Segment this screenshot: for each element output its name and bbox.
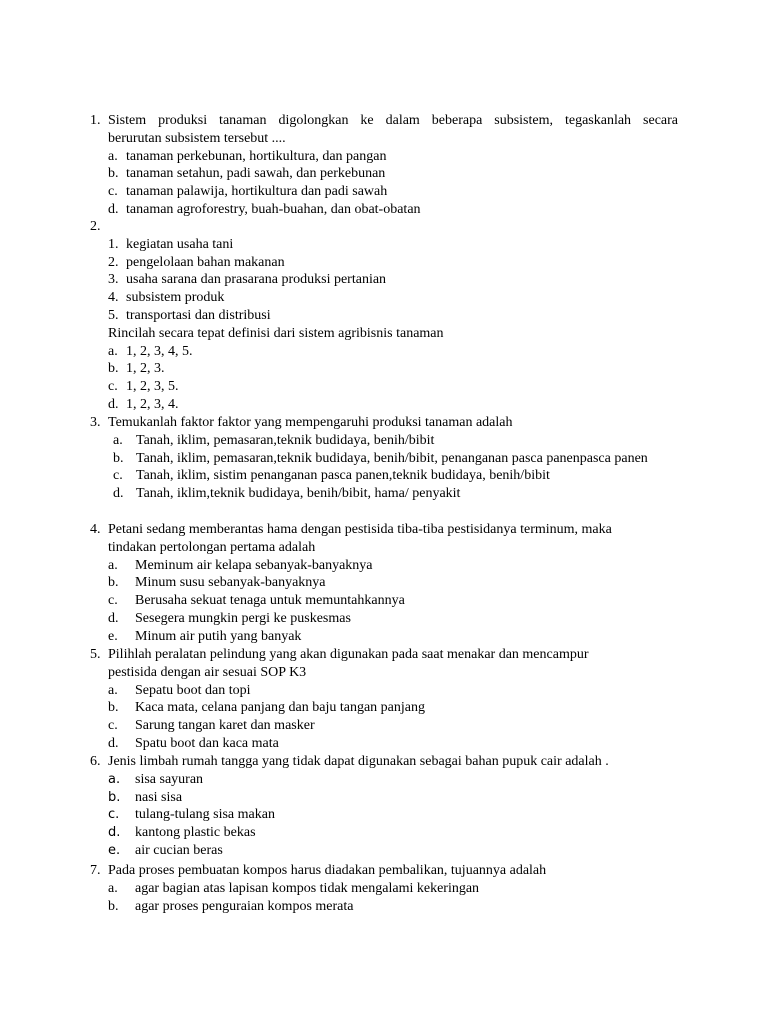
option-label: b. xyxy=(108,898,119,914)
option-label: b. xyxy=(108,166,119,182)
answer-option xyxy=(90,343,678,361)
option-label: d. xyxy=(108,735,119,751)
option-label: a. xyxy=(108,682,118,698)
statement-item xyxy=(90,254,678,272)
option-text: tanaman palawija, hortikultura dan padi sawah xyxy=(126,184,388,200)
option-label: a. xyxy=(108,771,121,787)
option-text: air cucian beras xyxy=(135,842,223,858)
option-text: tulang-tulang sisa makan xyxy=(135,807,275,823)
option-label: a. xyxy=(108,880,118,896)
answer-option xyxy=(90,610,678,628)
option-label: b. xyxy=(113,450,124,466)
option-label: d. xyxy=(108,825,121,841)
question-stem: Pilihlah peralatan pelindung yang akan digunakan pada saat menakar dan mencampur xyxy=(108,647,589,662)
option-text: Kaca mata, celana panjang dan baju tangan panjang xyxy=(135,700,425,716)
option-label: b. xyxy=(108,361,119,377)
option-label: a. xyxy=(108,343,118,359)
item-text: transportasi dan distribusi xyxy=(126,307,271,323)
answer-option xyxy=(90,485,678,503)
answer-option xyxy=(90,628,678,646)
question-stem-continued: pestisida dengan air sesuai SOP K3 xyxy=(108,664,307,680)
item-text: usaha sarana dan prasarana produksi pertanian xyxy=(126,272,387,288)
option-label: a. xyxy=(113,432,123,448)
option-label: c. xyxy=(113,468,123,484)
option-text: Minum air putih yang banyak xyxy=(135,628,302,644)
item-number: 1. xyxy=(108,236,119,252)
question-number: 6. xyxy=(90,754,101,769)
option-label: c. xyxy=(108,184,118,200)
question-number: 7. xyxy=(90,863,101,878)
question-7 xyxy=(90,862,678,915)
question-number: 5. xyxy=(90,647,101,662)
item-number: 5. xyxy=(108,307,119,323)
option-text: Spatu boot dan kaca mata xyxy=(135,735,279,751)
question-5 xyxy=(90,646,678,753)
question-stem-empty xyxy=(108,218,678,236)
answer-option xyxy=(90,880,678,898)
question-stem: Temukanlah faktor faktor yang mempengaruhi produksi tanaman adalah xyxy=(108,415,513,430)
answer-option xyxy=(90,789,678,807)
answer-option xyxy=(90,806,678,824)
question-number: 2. xyxy=(90,219,101,234)
statement-item xyxy=(90,236,678,254)
question-1 xyxy=(90,112,678,219)
answer-option xyxy=(90,682,678,700)
question-number: 3. xyxy=(90,415,101,430)
option-label: b. xyxy=(108,700,119,716)
answer-option xyxy=(90,165,678,183)
answer-option xyxy=(90,699,678,717)
answer-option xyxy=(90,396,678,414)
statement-item xyxy=(90,307,678,325)
question-3 xyxy=(90,414,678,503)
answer-option xyxy=(90,574,678,592)
answer-option xyxy=(90,432,678,450)
answer-option xyxy=(90,378,678,396)
question-stem: Sistem produksi tanaman digolongkan ke dalam beberapa subsistem, tegaskanlah secara xyxy=(108,113,678,128)
item-text: subsistem produk xyxy=(126,290,225,306)
answer-option xyxy=(90,717,678,735)
option-label: b. xyxy=(108,575,119,591)
option-text: Tanah, iklim, sistim penanganan pasca panen,teknik budidaya, benih/bibit xyxy=(136,468,550,484)
option-label: c. xyxy=(108,718,118,734)
option-label: d. xyxy=(108,396,119,412)
question-number: 1. xyxy=(90,113,101,128)
option-text: kantong plastic bekas xyxy=(135,825,256,841)
option-label: c. xyxy=(108,807,120,823)
answer-option xyxy=(90,824,678,842)
option-text: tanaman setahun, padi sawah, dan perkebunan xyxy=(126,166,386,182)
question-stem-continued: tindakan pertolongan pertama adalah xyxy=(108,539,316,555)
statement-item xyxy=(90,271,678,289)
option-text: agar proses penguraian kompos merata xyxy=(135,898,354,914)
option-label: c. xyxy=(108,593,118,609)
answer-option xyxy=(90,842,678,860)
option-text: tanaman agroforestry, buah-buahan, dan obat-obatan xyxy=(126,201,421,217)
option-label: d. xyxy=(113,486,124,502)
answer-option xyxy=(90,360,678,378)
item-number: 2. xyxy=(108,254,119,270)
answer-option xyxy=(90,467,678,485)
option-text: Tanah, iklim, pemasaran,teknik budidaya, benih/bibit, penanganan pasca panenpasca panen xyxy=(136,450,648,466)
option-text: Tanah, iklim, pemasaran,teknik budidaya, benih/bibit xyxy=(136,432,435,448)
option-text: nasi sisa xyxy=(135,789,183,805)
option-label: c. xyxy=(108,379,118,395)
option-text: 1, 2, 3. xyxy=(126,361,165,377)
question-2 xyxy=(90,218,678,414)
option-label: e. xyxy=(108,842,121,858)
question-stem: Jenis limbah rumah tangga yang tidak dapat digunakan sebagai bahan pupuk cair adalah . xyxy=(108,754,609,769)
option-text: Sarung tangan karet dan masker xyxy=(135,718,315,734)
item-number: 4. xyxy=(108,290,119,306)
option-label: e. xyxy=(108,628,118,644)
question-stem: Petani sedang memberantas hama dengan pestisida tiba-tiba pestisidanya terminum, maka xyxy=(108,522,612,537)
option-label: a. xyxy=(108,148,118,164)
question-stem: Pada proses pembuatan kompos harus diadakan pembalikan, tujuannya adalah xyxy=(108,863,547,878)
option-label: d. xyxy=(108,610,119,626)
answer-option xyxy=(90,735,678,753)
option-text: sisa sayuran xyxy=(135,771,204,787)
question-stem-continued: berurutan subsistem tersebut .... xyxy=(108,130,286,146)
option-text: Meminum air kelapa sebanyak-banyaknya xyxy=(135,557,373,573)
question-stem: Rincilah secara tepat definisi dari sistem agribisnis tanaman xyxy=(108,325,444,341)
answer-option xyxy=(90,557,678,575)
item-number: 3. xyxy=(108,272,119,288)
option-text: Sepatu boot dan topi xyxy=(135,682,251,698)
option-text: Tanah, iklim,teknik budidaya, benih/bibit, hama/ penyakit xyxy=(136,486,461,502)
option-text: 1, 2, 3, 4, 5. xyxy=(126,343,193,359)
answer-option xyxy=(90,183,678,201)
option-label: b. xyxy=(108,789,121,805)
option-text: agar bagian atas lapisan kompos tidak mengalami kekeringan xyxy=(135,880,480,896)
question-6 xyxy=(90,753,678,860)
option-text: tanaman perkebunan, hortikultura, dan pangan xyxy=(126,148,387,164)
option-text: 1, 2, 3, 4. xyxy=(126,396,179,412)
option-label: a. xyxy=(108,557,118,573)
question-4 xyxy=(90,521,678,646)
question-number: 4. xyxy=(90,522,101,537)
answer-option xyxy=(90,898,678,916)
answer-option xyxy=(90,592,678,610)
option-text: Minum susu sebanyak-banyaknya xyxy=(135,575,326,591)
item-text: pengelolaan bahan makanan xyxy=(126,254,285,270)
option-text: Berusaha sekuat tenaga untuk memuntahkannya xyxy=(135,593,405,609)
answer-option xyxy=(90,201,678,219)
answer-option xyxy=(90,450,678,468)
item-text: kegiatan usaha tani xyxy=(126,236,234,252)
option-text: Sesegera mungkin pergi ke puskesmas xyxy=(135,610,351,626)
option-label: d. xyxy=(108,201,119,217)
statement-item xyxy=(90,289,678,307)
answer-option xyxy=(90,771,678,789)
answer-option xyxy=(90,148,678,166)
option-text: 1, 2, 3, 5. xyxy=(126,379,179,395)
